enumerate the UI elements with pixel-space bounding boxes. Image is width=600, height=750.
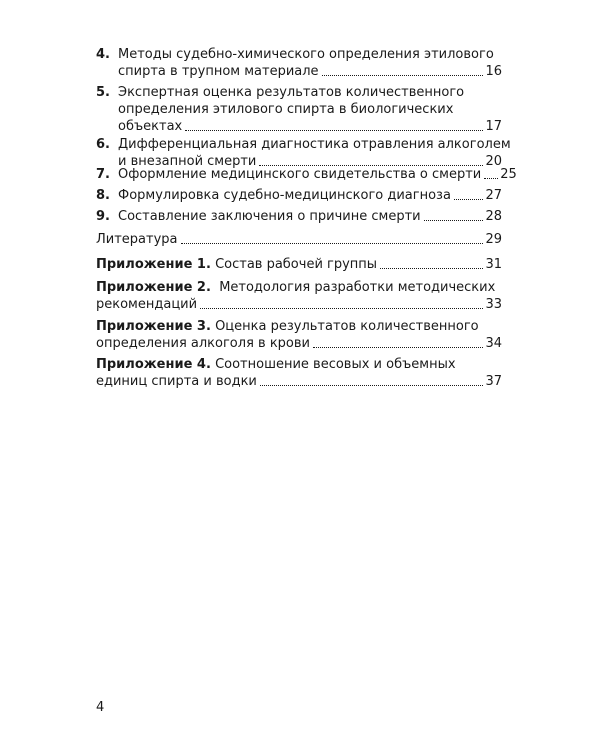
toc-page-number: 33 <box>485 297 502 312</box>
toc-page-number: 34 <box>485 336 502 351</box>
toc-page-number: 27 <box>485 188 502 203</box>
toc-page-number: 29 <box>485 232 502 247</box>
toc-literature-title: Литература <box>96 232 178 247</box>
toc-entry-title-line: Методы судебно-химического определения этилового <box>118 47 494 62</box>
page-number: 4 <box>96 700 105 715</box>
toc-entry-number: 9. <box>96 209 110 224</box>
toc-page-number: 17 <box>485 119 502 134</box>
leader-dots <box>313 346 483 348</box>
toc-entry-title-line: и внезапной смерти <box>118 154 257 169</box>
leader-dots <box>260 384 484 386</box>
toc-entry-title-line: рекомендаций <box>96 297 198 312</box>
toc-entry-number: 7. <box>96 167 110 182</box>
toc-page-number: 28 <box>485 209 502 224</box>
toc-entry-title-line: Составление заключения о причине смерти <box>118 209 421 224</box>
leader-dots <box>424 219 484 221</box>
toc-entry-number: 6. <box>96 137 110 152</box>
appendix-label: Приложение 1. <box>96 257 211 272</box>
appendix-label: Приложение 3. <box>96 319 211 334</box>
toc-page-number: 20 <box>485 154 502 169</box>
leader-dots <box>454 198 484 200</box>
toc-entry-number: 4. <box>96 47 110 62</box>
toc-entry-title-line: объектах <box>118 119 183 134</box>
toc-entry-title-line: определения алкоголя в крови <box>96 336 310 351</box>
toc-entry-title-line: Экспертная оценка результатов количественного <box>118 85 465 100</box>
toc-entry-title-line: Оформление медицинского свидетельства о смерти <box>118 167 482 182</box>
toc-entry-title-line: Дифференциальная диагностика отравления алкоголем <box>118 137 511 152</box>
leader-dots <box>322 74 484 76</box>
toc-entry-title-line: Состав рабочей группы <box>215 257 378 272</box>
toc-page-number: 31 <box>485 257 502 272</box>
leader-dots <box>200 307 483 309</box>
toc-entry-title-line: Формулировка судебно-медицинского диагноза <box>118 188 451 203</box>
toc-entry-title-line: Оценка результатов количественного <box>215 319 479 334</box>
appendix-label: Приложение 4. <box>96 357 211 372</box>
toc-entry-title-line: определения этилового спирта в биологических <box>118 102 454 117</box>
toc-entry-title-line: единиц спирта и водки <box>96 374 257 389</box>
leader-dots <box>484 177 498 179</box>
toc-entry-title-line: Соотношение весовых и объемных <box>215 357 456 372</box>
toc-page-number: 37 <box>485 374 502 389</box>
toc-entry-title-line: Методология разработки методических <box>219 280 496 295</box>
leader-dots <box>181 242 484 244</box>
appendix-label: Приложение 2. <box>96 280 211 295</box>
toc-entry-title-line: спирта в трупном материале <box>118 64 319 79</box>
toc-entry-number: 8. <box>96 188 110 203</box>
leader-dots <box>380 267 483 269</box>
toc-entry-number: 5. <box>96 85 110 100</box>
toc-page-number: 16 <box>485 64 502 79</box>
toc-page-number: 25 <box>500 167 517 182</box>
leader-dots <box>185 129 483 131</box>
